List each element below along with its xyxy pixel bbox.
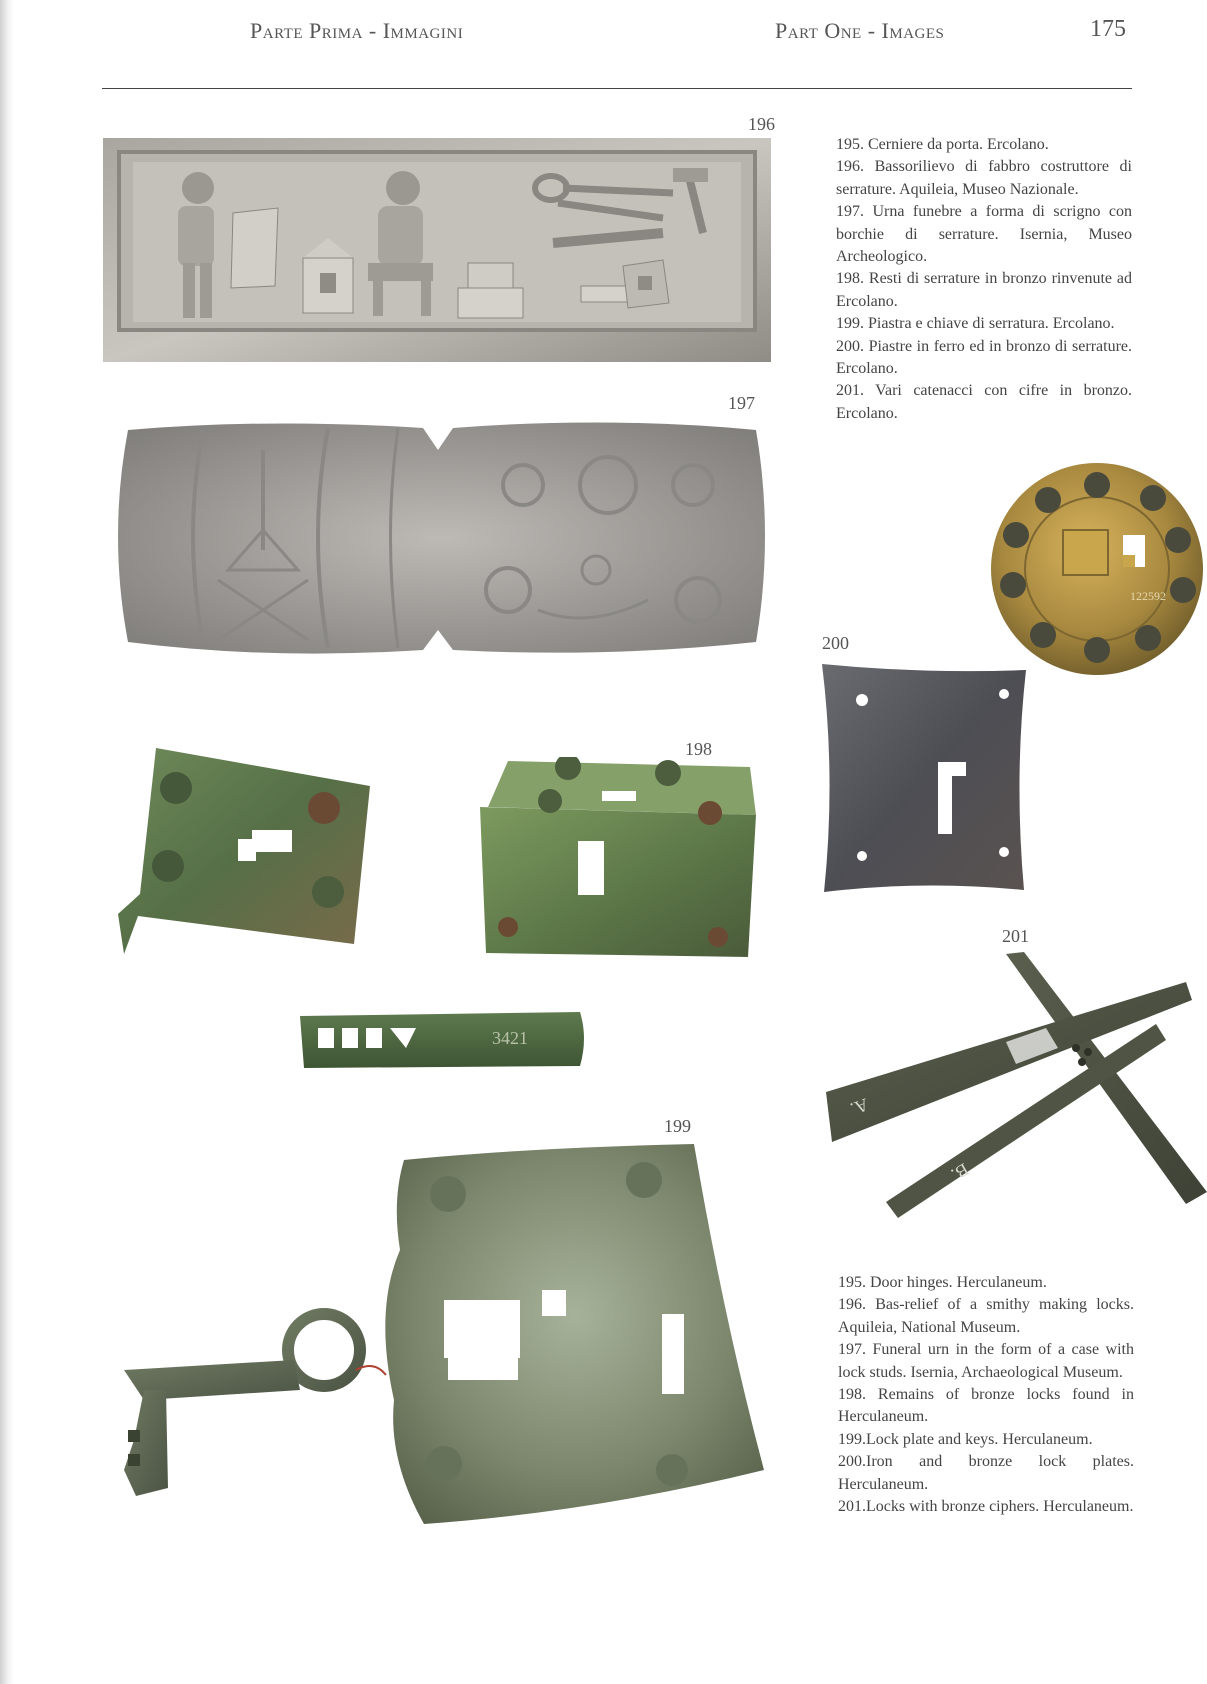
figure-number-196: 196 [748, 114, 775, 134]
caption-english-200: 200.Iron and bronze lock plates. Herculaneum. [838, 1453, 1134, 1493]
photo-198-bolt [296, 1006, 590, 1070]
inventory-tag-198: 3421 [492, 1028, 528, 1048]
caption-italian-195: 195. Cerniere da porta. Ercolano. [836, 136, 1049, 153]
caption-italian-199: 199. Piastra e chiave di serratura. Ercolano. [836, 315, 1115, 333]
photo-200-bronze-disc [988, 460, 1206, 678]
caption-english-201: 201.Locks with bronze ciphers. Herculaneum. [838, 1498, 1134, 1516]
caption-italian-200: 200. Piastre in ferro ed in bronzo di serrature. Ercolano. [836, 337, 1132, 378]
photo-199-lock-plate-and-key [124, 1140, 772, 1524]
caption-italian-201: 201. Vari catenacci con cifre in bronzo. Ercolano. [836, 382, 1132, 422]
header-rule [102, 88, 1132, 89]
cipher-letter-a: A. [847, 1094, 872, 1120]
caption-english [838, 1272, 1134, 1518]
photo-201-cipher-locks [826, 952, 1207, 1220]
caption-english-196: 196. Bas-relief of a smithy making locks. Aquileia, National Museum. [838, 1296, 1134, 1336]
figure-number-200: 200 [822, 633, 849, 653]
caption-english-195: 195. Door hinges. Herculaneum. [838, 1274, 1047, 1291]
inventory-tag-200: 122592 [1130, 589, 1166, 603]
photo-196-bas-relief [103, 138, 771, 362]
photo-198-lock-plate-left [118, 744, 382, 956]
figure-number-198: 198 [685, 739, 712, 759]
page-number: 175 [1090, 16, 1126, 42]
caption-italian-196: 196. Bassorilievo di fabbro costruttore di serrature. Aquileia, Museo Nazionale. [836, 158, 1132, 198]
figure-number-201: 201 [1002, 926, 1029, 946]
figure-number-199: 199 [664, 1116, 691, 1136]
header-left-title: Parte Prima - Immagini [250, 18, 464, 43]
header-right-title: Part One - Images [775, 18, 945, 43]
photo-198-lock-box [478, 757, 760, 961]
photo-200-iron-plate [818, 660, 1030, 896]
caption-english-199: 199.Lock plate and keys. Herculaneum. [838, 1430, 1093, 1448]
cipher-letter-b: B. [947, 1159, 973, 1185]
photo-197-funeral-urn [108, 410, 774, 662]
caption-italian-197: 197. Urna funebre a forma di scrigno con borchie di serrature. Isernia, Museo Archeologico. [836, 203, 1132, 266]
figure-number-197: 197 [728, 393, 755, 413]
caption-english-197: 197. Funeral urn in the form of a case with lock studs. Isernia, Archaeological Museum. [838, 1341, 1134, 1381]
caption-english-198: 198. Remains of bronze locks found in Herculaneum. [838, 1386, 1134, 1426]
caption-italian-198: 198. Resti di serrature in bronzo rinvenute ad Ercolano. [836, 270, 1132, 310]
caption-italian [836, 134, 1132, 425]
page-edge-shadow [0, 0, 14, 1684]
